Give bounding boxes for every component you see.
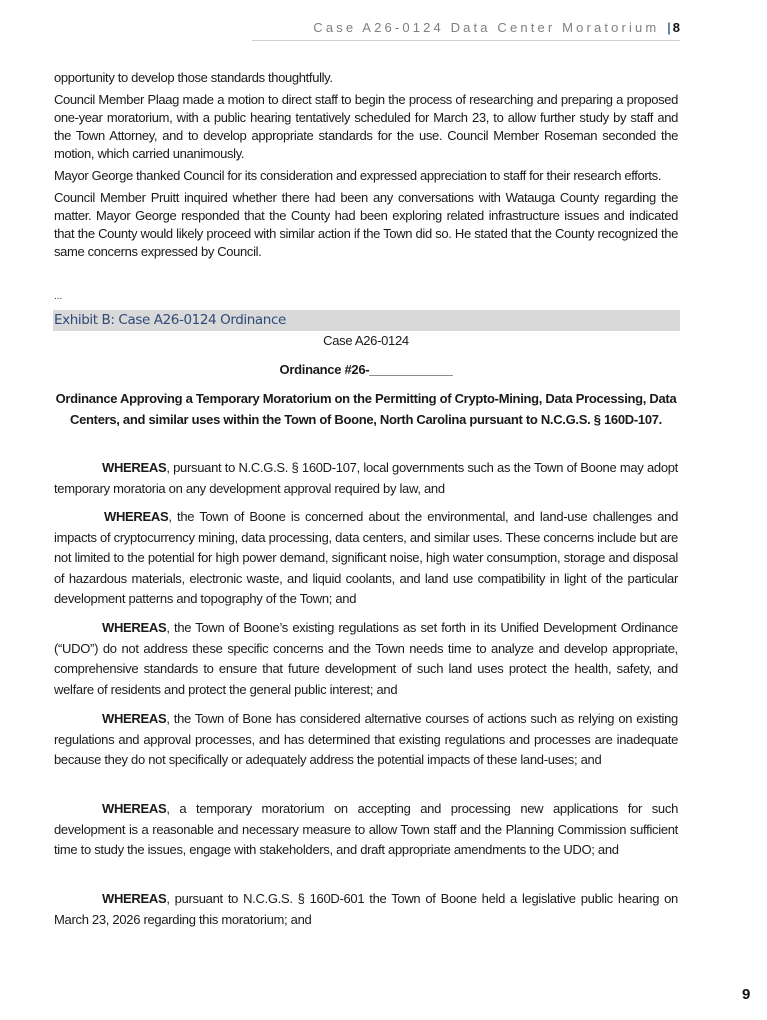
whereas-keyword: WHEREAS bbox=[102, 711, 167, 726]
page-number: 9 bbox=[742, 986, 751, 1003]
exhibit-heading: Exhibit B: Case A26-0124 Ordinance bbox=[53, 310, 680, 331]
whereas-clause bbox=[54, 458, 678, 499]
header-separator: | bbox=[667, 20, 671, 35]
header-title: Case A26-0124 Data Center Moratorium bbox=[313, 20, 660, 35]
case-line: Case A26-0124 bbox=[323, 333, 409, 348]
whereas-keyword: WHEREAS bbox=[102, 891, 167, 906]
whereas-clause bbox=[54, 618, 678, 700]
whereas-text: , a temporary moratorium on accepting and processing new applications for such development is a reasonable and necessary measure to allow Town staff and the Planning Commission sufficient time to study the issues, engage with stakeholders, and draft appropriate amendments to the UDO; and bbox=[54, 801, 678, 857]
minutes-section bbox=[54, 69, 678, 261]
whereas-clause bbox=[54, 709, 678, 771]
whereas-clause bbox=[54, 507, 678, 610]
minutes-paragraph: Council Member Plaag made a motion to direct staff to begin the process of researching and preparing a proposed one-year moratorium, with a public hearing tentatively scheduled for March 23, to allow further study by staff and the Town Attorney, and to develop appropriate standards for the use. Council Member Roseman seconded the motion, which carried unanimously. bbox=[54, 92, 678, 161]
ordinance-title: Ordinance Approving a Temporary Moratorium on the Permitting of Crypto-Mining, Data Processing, Data Centers, and similar uses within the Town of Boone, North Carolina pursuant to N.C.G.S. § 160D-107. bbox=[55, 391, 677, 427]
whereas-text: , the Town of Bone has considered alternative courses of actions such as relying on existing regulations and approval processes, and has determined that existing regulations and processes are inadequate because they do not specifically or adequately address the potential impacts of these land-uses; and bbox=[54, 711, 678, 767]
whereas-text: , the Town of Boone’s existing regulations as set forth in its Unified Development Ordinance (“UDO”) do not address these specific concerns and the Town needs time to analyze and develop appropriate, comprehensive standards to ensure that future development of such land uses protect the health, safety, and welfare of residents and protect the general public interest; and bbox=[54, 620, 678, 697]
whereas-keyword: WHEREAS bbox=[102, 801, 167, 816]
minutes-paragraph: Mayor George thanked Council for its consideration and expressed appreciation to staff for their research efforts. bbox=[54, 168, 662, 183]
header-page-label: 8 bbox=[672, 20, 680, 35]
whereas-text: , pursuant to N.C.G.S. § 160D-107, local governments such as the Town of Boone may adopt temporary moratoria on any development approval required by law, and bbox=[54, 460, 678, 496]
whereas-keyword: WHEREAS bbox=[102, 460, 167, 475]
whereas-keyword: WHEREAS bbox=[102, 620, 167, 635]
whereas-clause bbox=[54, 889, 678, 930]
running-header bbox=[252, 20, 680, 41]
whereas-keyword: WHEREAS bbox=[104, 509, 169, 524]
ellipsis: ... bbox=[54, 291, 63, 302]
whereas-text: , pursuant to N.C.G.S. § 160D-601 the Town of Boone held a legislative public hearing on March 23, 2026 regarding this moratorium; and bbox=[54, 891, 678, 927]
whereas-text: , the Town of Boone is concerned about the environmental, and land-use challenges and impacts of cryptocurrency mining, data processing, data centers, and similar uses. These concerns include but are not limited to the potential for high power demand, significant noise, high water consumption, storage and disposal of hazardous materials, electronic waste, and liquid coolants, and land use compatibility in light of the particular development patterns and topography of the Town; and bbox=[54, 509, 678, 606]
minutes-paragraph: opportunity to develop those standards thoughtfully. bbox=[54, 70, 333, 85]
ordinance-number: Ordinance #26-____________ bbox=[279, 362, 453, 377]
minutes-paragraph: Council Member Pruitt inquired whether there had been any conversations with Watauga County regarding the matter. Mayor George responded that the County had been exploring related infrastructure issues and indicated that the County would likely proceed with similar action if the Town did so. He stated that the County recognized the same concerns expressed by Council. bbox=[54, 190, 678, 259]
whereas-clause bbox=[54, 799, 678, 861]
